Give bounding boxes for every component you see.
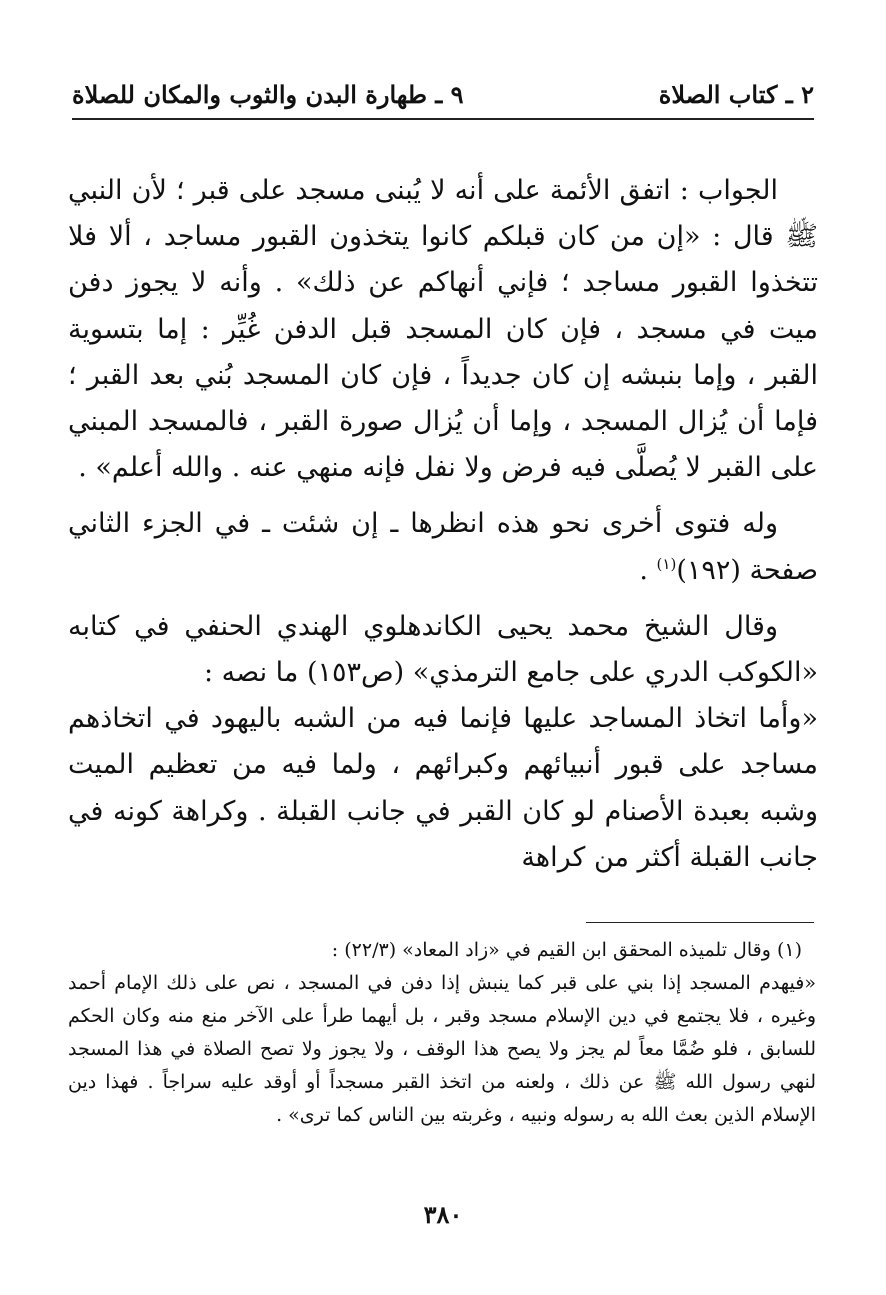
footnotes xyxy=(68,934,816,1132)
main-text xyxy=(68,168,818,881)
footnote-marker[interactable]: (١) xyxy=(656,554,677,573)
page-number: ٣٨٠ xyxy=(423,1200,463,1229)
fatwa-reference-text: وله فتوى أخرى نحو هذه انظرها ـ إن شئت ـ في الجزء الثاني صفحة (١٩٢) xyxy=(68,508,818,586)
fatwa-reference-end: . xyxy=(639,554,657,586)
footnote-1-heading: (١) وقال تلميذه المحقق ابن القيم في «زاد المعاد» (٢٢/٣) : xyxy=(331,939,802,961)
answer-paragraph: الجواب : اتفق الأئمة على أنه لا يُبنى مسجد على قبر ؛ لأن النبي ﷺ قال : «إن من كان قبلكم كانوا يتخذون القبور مساجد ، ألا فلا تتخذوا القبور مساجد ؛ فإني أنهاكم عن ذلك» . وأنه لا يجوز دفن ميت في مسجد ، فإن كان المسجد قبل الدفن غُيِّر : إما بتسوية القبر ، وإما بنبشه إن كان جديداً ، فإن كان المسجد بُني بعد القبر ؛ فإما أن يُزال المسجد ، وإما أن يُزال صورة القبر ، فالمسجد المبني على القبر لا يُصلَّى فيه فرض ولا نفل فإنه منهي عنه . والله أعلم» . xyxy=(68,175,818,484)
header-chapter-title: ٢ ـ كتاب الصلاة xyxy=(658,79,814,109)
running-header xyxy=(72,70,814,120)
fatwa-reference-paragraph xyxy=(68,501,818,593)
header-section-title: ٩ ـ طهارة البدن والثوب والمكان للصلاة xyxy=(72,79,464,109)
footnote-separator xyxy=(586,922,814,923)
quote-intro-paragraph: وقال الشيخ محمد يحيى الكاندهلوي الهندي الحنفي في كتابه «الكوكب الدري على جامع الترمذي» (ص١٥٣) ما نصه : xyxy=(68,610,818,689)
footnote-1-text: «فيهدم المسجد إذا بني على قبر كما ينبش إذا دفن في المسجد ، نص على ذلك الإمام أحمد وغيره ، فلا يجتمع في دين الإسلام مسجد وقبر ، بل أيهما طرأ على الآخر منع منه وكان الحكم للسابق ، فلو ضُمَّا معاً لم يجز ولا يصح هذا الوقف ، ولا يجوز ولا تصح الصلاة في هذا المسجد لنهي رسول الله ﷺ عن ذلك ، ولعنه من اتخذ القبر مسجداً أو أوقد عليه سراجاً . فهذا دين الإسلام الذين بعث الله به رسوله ونبيه ، وغربته بين الناس كما ترى» . xyxy=(68,972,816,1126)
quote-paragraph: «وأما اتخاذ المساجد عليها فإنما فيه من الشبه باليهود في اتخاذهم مساجد على قبور أنبيائهم وكبرائهم ، ولما فيه من تعظيم الميت وشبه بعبدة الأصنام لو كان القبر في جانب القبلة . وكراهة كونه في جانب القبلة أكثر من كراهة xyxy=(68,703,818,873)
